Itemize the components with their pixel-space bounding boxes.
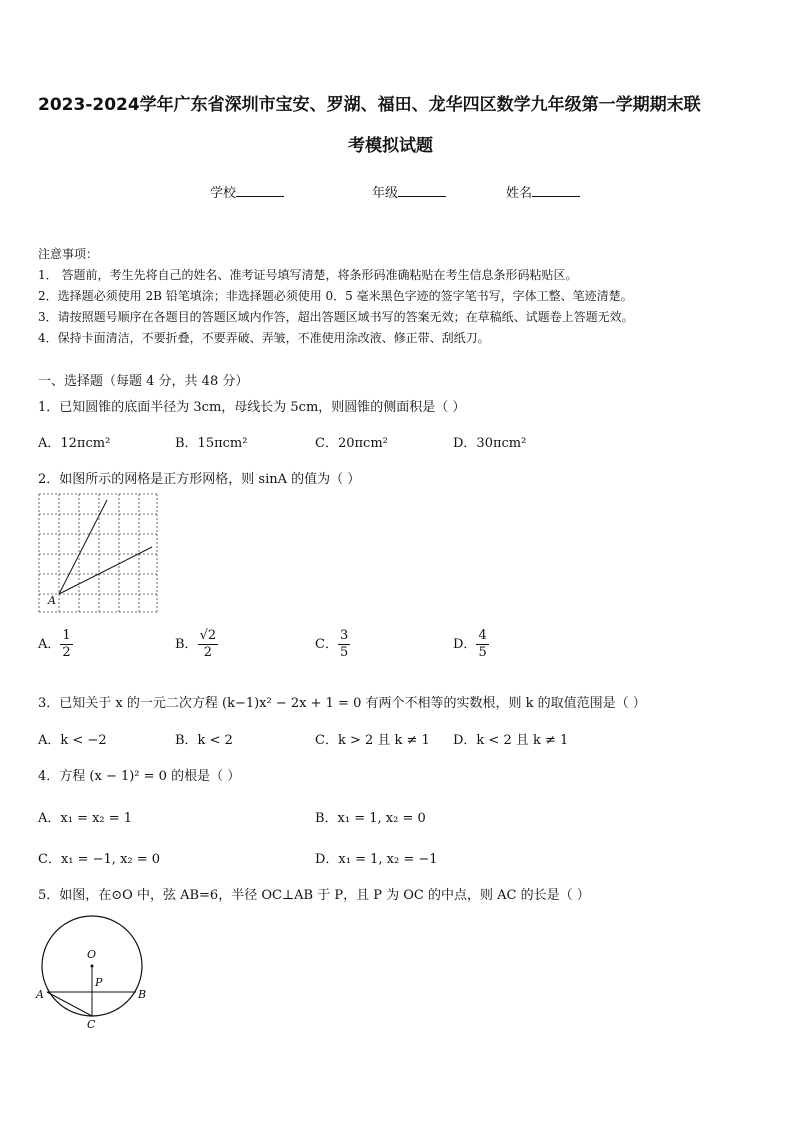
- note-item: 3．请按照题号顺序在各题目的答题区域内作答，超出答题区域书写的答案无效；在草稿纸、试题卷上答题无效。: [38, 310, 634, 324]
- q3-option-a: A．k < −2: [38, 733, 107, 748]
- q2-option-b-numerator: √2: [199, 628, 217, 643]
- q2-option-d-numerator: 4: [478, 628, 487, 643]
- q2-option-c: [315, 628, 350, 662]
- grade-field: [372, 182, 446, 201]
- q2-option-a-denominator: 2: [62, 645, 71, 660]
- q5-center-dot: [91, 965, 94, 968]
- q2-option-a: [38, 628, 73, 662]
- q2-option-a-numerator: 1: [62, 628, 71, 643]
- school-field: [210, 182, 284, 201]
- name-label: 姓名: [506, 186, 533, 201]
- title-line-1: 2023-2024学年广东省深圳市宝安、罗湖、福田、龙华四区数学九年级第一学期期末联: [38, 95, 701, 115]
- q2-option-b-fraction: [198, 628, 219, 661]
- q3-option-d: D．k < 2 且 k ≠ 1: [453, 733, 569, 748]
- q5-label-c: C: [87, 1018, 96, 1031]
- q2-option-d: [453, 628, 489, 662]
- q2-option-a-fraction: [60, 628, 72, 661]
- q3-stem: 3．已知关于 x 的一元二次方程 (k−1)x² − 2x + 1 = 0 有两个不相等的实数根，则 k 的取值范围是（ ）: [38, 696, 646, 711]
- q4-option-c: C．x₁ = −1, x₂ = 0: [38, 852, 161, 867]
- q2-option-d-denominator: 5: [478, 645, 487, 660]
- name-field: [506, 182, 580, 201]
- note-item: 1． 答题前，考生先将自己的姓名、准考证号填写清楚，将条形码准确粘贴在考生信息条形码粘贴区。: [38, 268, 578, 282]
- q2-option-c-numerator: 3: [339, 628, 349, 643]
- q2-option-b-denominator: 2: [203, 645, 212, 660]
- q1-option-a: A．12πcm²: [38, 436, 111, 451]
- school-label: 学校: [210, 186, 237, 201]
- q4-stem: 4．方程 (x − 1)² = 0 的根是（ ）: [38, 769, 241, 784]
- school-blank: [236, 184, 284, 197]
- q5-circle-figure: [32, 912, 162, 1036]
- q2-stem: 2．如图所示的网格是正方形网格，则 sinA 的值为（ ）: [38, 472, 361, 487]
- q2-option-c-denominator: 5: [339, 645, 349, 660]
- q3-option-b: B．k < 2: [175, 733, 233, 748]
- q4-option-d: D．x₁ = 1, x₂ = −1: [315, 852, 438, 867]
- section-heading: 一、选择题（每题 4 分，共 48 分）: [38, 374, 249, 389]
- q2-option-d-letter: D．: [453, 637, 477, 652]
- q2-option-d-fraction: [476, 628, 488, 661]
- q2-option-a-letter: A．: [38, 637, 61, 652]
- note-item: 2．选择题必须使用 2B 铅笔填涂；非选择题必须使用 0．5 毫米黑色字迹的签字笔书写，字体工整、笔迹清楚。: [38, 289, 633, 303]
- q1-stem: 1．已知圆锥的底面半径为 3cm，母线长为 5cm，则圆锥的侧面积是（ ）: [38, 400, 466, 415]
- q5-label-o: O: [87, 948, 97, 961]
- q5-segment-ac: [47, 992, 92, 1016]
- q3-option-c: C．k > 2 且 k ≠ 1: [315, 733, 430, 748]
- q4-option-a: A．x₁ = x₂ = 1: [38, 811, 133, 826]
- q5-stem: 5．如图，在⊙O 中，弦 AB=6，半径 OC⊥AB 于 P，且 P 为 OC 的中点，则 AC 的长是（ ）: [38, 888, 590, 903]
- title-line-2: 考模拟试题: [348, 136, 433, 156]
- name-blank: [532, 184, 580, 197]
- grade-label: 年级: [372, 186, 399, 201]
- q2-option-b-letter: B．: [175, 637, 198, 652]
- q2-option-c-fraction: [338, 628, 350, 661]
- q4-option-b: B．x₁ = 1, x₂ = 0: [315, 811, 426, 826]
- q2-vertex-a-label: A: [48, 594, 56, 607]
- q1-option-d: D．30πcm²: [453, 436, 527, 451]
- q5-label-p: P: [95, 976, 103, 989]
- q2-grid-figure: [36, 492, 160, 614]
- q5-label-a: A: [36, 988, 44, 1001]
- note-item: 4．保持卡面清洁，不要折叠，不要弄破、弄皱，不准使用涂改液、修正带、刮纸刀。: [38, 331, 490, 345]
- q2-option-b: [175, 628, 218, 662]
- q1-option-b: B．15πcm²: [175, 436, 248, 451]
- q2-option-c-letter: C．: [315, 637, 338, 652]
- grade-blank: [398, 184, 446, 197]
- notes-heading: 注意事项：: [38, 247, 99, 261]
- q1-option-c: C．20πcm²: [315, 436, 388, 451]
- q5-label-b: B: [138, 988, 147, 1001]
